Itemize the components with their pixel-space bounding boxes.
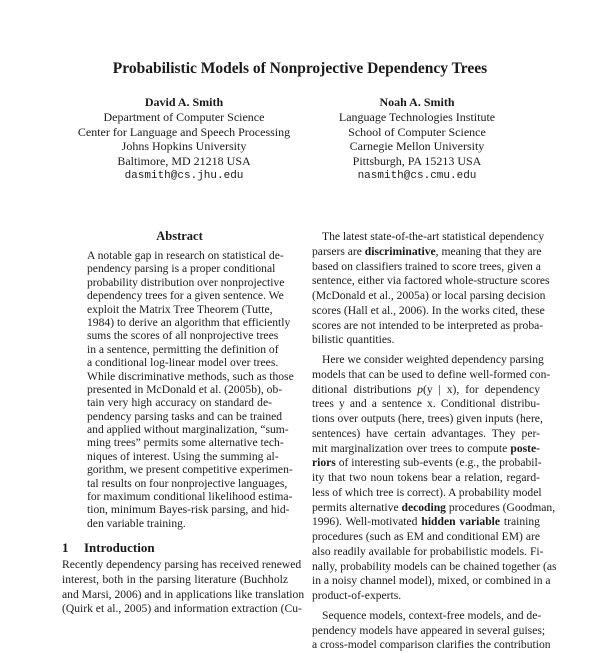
text-span: procedures (such as EM and conditional EM) are [312,530,540,543]
text-span: pendency models have appeared in several guises; [312,623,546,637]
author-block-1 [54,95,314,184]
paragraph [312,608,551,653]
text-span: probability distribution over nonprojective [87,275,285,289]
text-span: While discriminative methods, such as those [87,369,294,383]
introduction-section [62,534,305,617]
text-line [312,471,540,486]
text-line [87,517,272,530]
text-line [87,275,285,289]
bold-term: decoding [401,500,446,514]
text-line [312,318,544,334]
text-line [87,262,276,276]
text-span: ming trees” permits some alternative tech- [87,436,284,450]
section-title: Introduction [84,540,155,555]
text-line [312,397,540,412]
section-number: 1 [62,540,69,555]
text-line [87,329,279,343]
text-span: less of which tree is correct). A probability model [312,485,542,499]
text-line [87,315,291,329]
text-line [312,544,544,560]
paragraph [312,230,550,348]
text-line [312,427,540,442]
text-span: procedures (Goodman, [445,500,556,514]
text-span: sums the scores of all nonprojective trees [87,329,279,343]
text-line [87,409,283,423]
text-line [87,303,272,316]
text-span: (McDonald et al., 2005a) or local parsing decision [312,289,546,302]
text-span: dependency trees for a given sentence. We [87,289,284,303]
text-span: The latest state-of-the-art statistical dependency [322,230,545,243]
text-line [87,423,289,437]
text-line [87,476,288,490]
text-span: Sequence models, context-free models, and de- [322,608,542,622]
text-span: niques of interest. Using the summing al- [87,449,279,463]
text-span: in a noisy channel model), mixed, or combined in a [312,574,551,588]
author-affiliation: Language Technologies Institute [338,109,496,124]
text-line [87,396,272,409]
author-block-2 [287,95,547,184]
bold-term: poste- [510,441,540,455]
text-line [62,587,305,603]
text-line [312,515,540,530]
text-line [312,638,551,653]
text-span: and applied without marginalization, “sum- [87,423,289,437]
text-span: 1996). Well-motivated [312,515,422,529]
text-span: based on classifiers trained to score trees, given a [312,259,541,273]
text-line [87,382,283,396]
text-line [312,609,540,624]
text-span: tions over outputs (here, trees) given inputs (here, [312,412,543,425]
text-span: training [500,515,540,529]
text-line [312,486,540,501]
text-span: presented in McDonald et al. (2005b), ob- [87,382,283,396]
text-span: sentences) have certain advantages. They per- [312,426,540,440]
author-name: David A. Smith [144,95,224,109]
text-span: bilistic quantities. [312,333,395,347]
author-email: nasmith@cs.cmu.edu [357,169,477,182]
text-span: scores are not intended to be interpreted as proba- [312,318,544,332]
text-line [312,353,544,368]
text-span: , meaning that they are [435,244,542,258]
text-span: Here we consider weighted dependency parsing [322,353,544,366]
text-line [312,260,540,275]
text-span: scores (Hall et al., 2006). In the works cited, these [312,303,545,317]
text-line [87,356,279,370]
bold-term: hidden variable [421,515,501,529]
abstract-heading: Abstract [156,229,203,243]
text-line [312,303,545,319]
text-span: den variable training. [87,516,186,530]
author-affiliation: Baltimore, MD 21218 USA [117,154,251,169]
text-line [312,442,540,457]
abstract-body [87,249,294,530]
text-line [87,342,279,356]
text-span: permits alternative [312,500,402,514]
text-span: a cross-model comparison clarifies the contribution [312,638,551,652]
text-span: pendency parsing tasks and can be trained [87,409,283,423]
bold-term: riors [312,456,336,470]
text-line [312,559,557,575]
text-span: trees y and a sentence x. Conditional distribu- [312,397,540,411]
author-affiliation: Johns Hopkins University [121,139,247,154]
text-span: of interesting sub-events (e.g., the probabil- [335,456,542,470]
text-span: mit marginalization over trees to compute [312,441,511,455]
text-span: pendency parsing is a proper conditional [87,262,276,276]
text-span: product-of-experts. [312,589,402,602]
text-span: (y | x), for dependency [422,382,540,396]
text-line [62,573,288,588]
text-span: interest, both in the parsing literature (Buchholz [62,572,288,586]
text-span: parsers are [312,244,365,258]
text-span: tal results on four nonprojective languages, [87,476,288,490]
text-span: tain very high accuracy on standard de- [87,396,272,410]
author-affiliation: Department of Computer Science [103,109,265,124]
text-line [312,333,540,348]
text-span: gorithm, we present competitive experimen- [87,463,293,477]
text-span: exploit the Matrix Tree Theorem (Tutte, [87,302,273,316]
text-line [312,623,546,639]
text-line [312,412,543,427]
text-line [312,230,545,245]
author-affiliation: Center for Language and Speech Processing [77,124,291,139]
text-line [87,249,284,262]
text-span: tion, minimum Bayes-risk parsing, and hid- [87,503,290,517]
text-span: sentence, either via factored whole-structure scores [312,274,550,288]
text-span: ditional distributions [312,382,418,396]
text-line [87,369,294,383]
paragraph [312,353,557,604]
text-line [87,490,293,504]
text-line [87,449,279,463]
text-span: for maximum conditional likelihood estima- [87,490,293,504]
text-line [87,289,284,303]
text-line [312,456,540,471]
author-email: dasmith@cs.jhu.edu [124,169,244,182]
text-span: in a sentence, permitting the definition of [87,342,279,356]
author-affiliation: Pittsburgh, PA 15213 USA [352,154,482,169]
text-span: (Quirk et al., 2005) and information extraction (Cu- [62,602,302,616]
text-line [312,383,540,398]
section-heading [62,538,288,558]
text-span: 1984) to derive an algorithm that efficiently [87,315,291,329]
text-line [312,245,540,260]
text-span: A notable gap in research on statistical de- [87,249,284,262]
text-line [62,602,302,617]
text-span: also readily available for probabilistic models. Fi- [312,544,544,558]
text-line [312,367,551,383]
author-affiliation: Carnegie Mellon University [349,139,485,154]
text-line [312,574,551,589]
text-span: a conditional log-linear model over trees. [87,356,279,370]
text-line [87,503,290,517]
bold-term: discriminative [364,244,436,258]
text-line [312,530,540,545]
intro-paragraph [62,558,305,617]
text-line [312,289,546,304]
paper-title: Probabilistic Models of Nonprojective Dependency Trees [112,60,488,77]
text-span: Recently dependency parsing has received renewed [62,558,302,571]
text-span: and Marsi, 2006) and in applications like translation [62,587,305,601]
author-affiliation: School of Computer Science [348,124,486,139]
text-line [87,436,284,450]
text-line [312,589,540,604]
math-term: p [417,382,423,396]
text-span: nally, probability models can be chained together (as [312,559,557,573]
right-column [312,230,557,653]
text-line [312,274,550,289]
text-span: models that can be used to define well-formed con- [312,367,551,381]
text-line [87,463,293,477]
author-name: Noah A. Smith [379,95,455,109]
text-line [312,500,556,516]
text-span: ity that two noun tokens bear a relation, regard- [312,471,540,484]
text-line [62,558,302,573]
